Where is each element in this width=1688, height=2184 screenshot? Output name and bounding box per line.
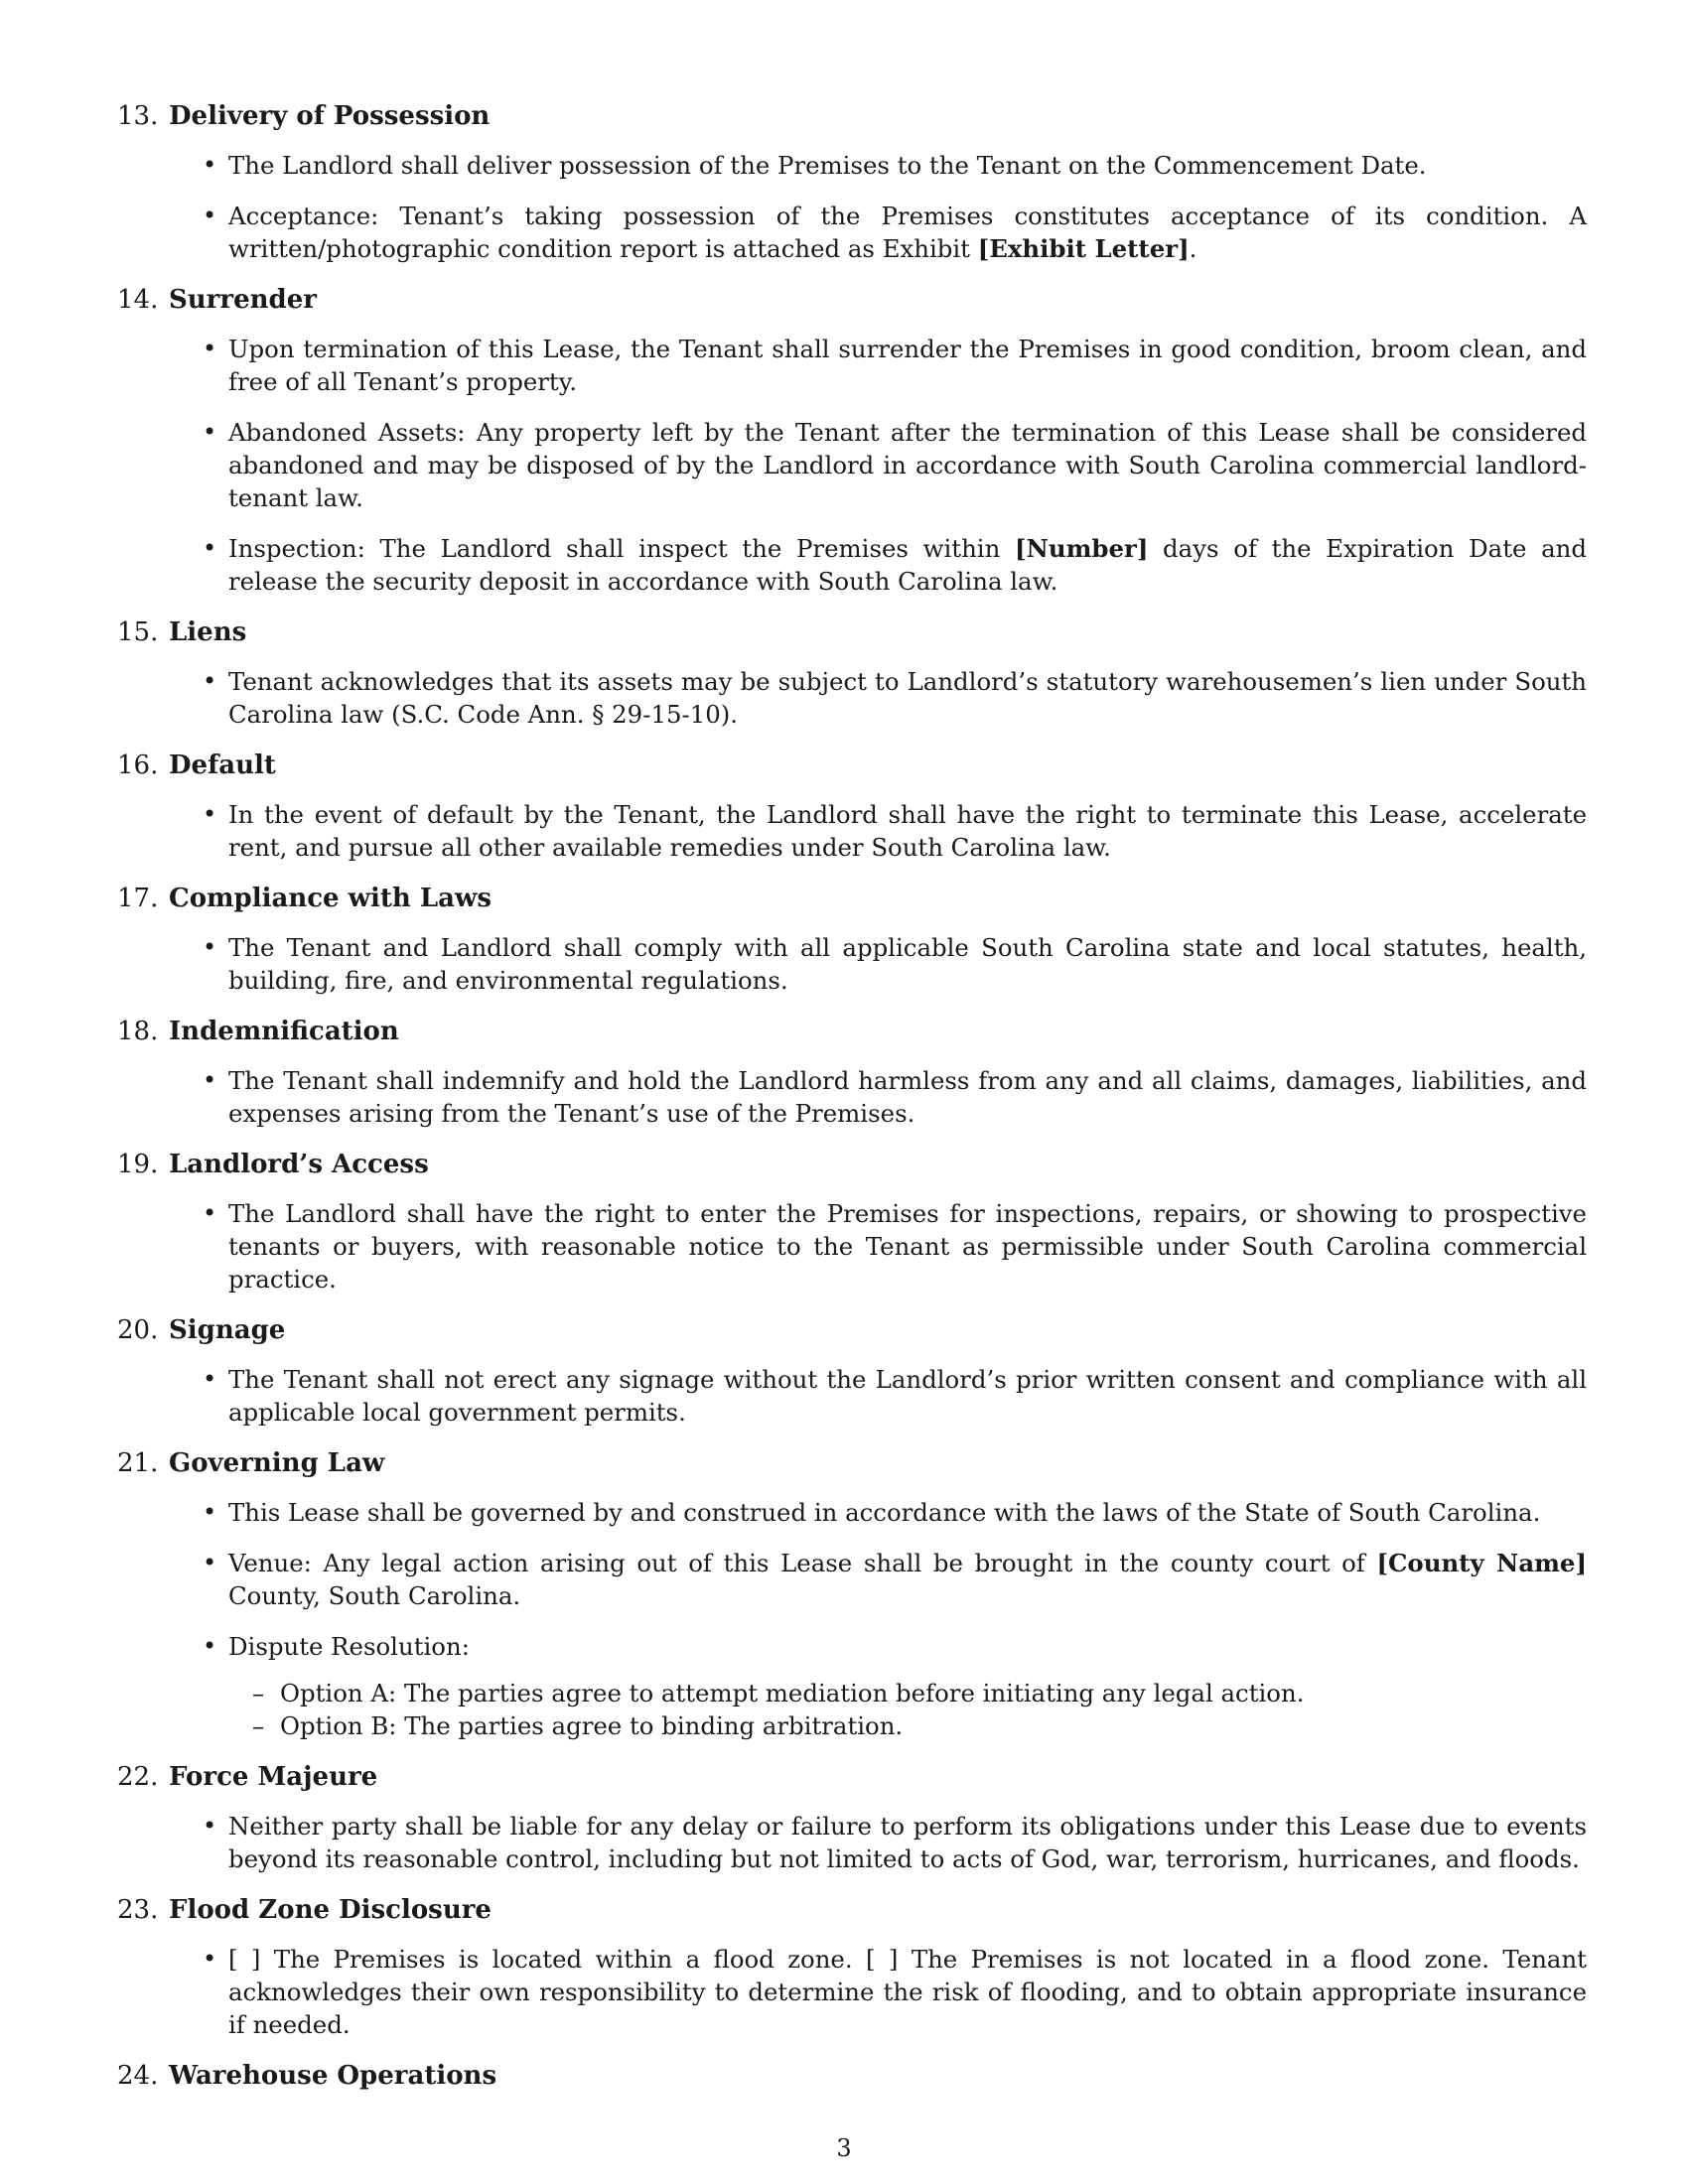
item-text: The Tenant shall not erect any signage without the Landlord’s prior written consent and compliance with all applicable local government permits. (228, 1365, 1587, 1427)
list-item (203, 1363, 1587, 1429)
list-item (203, 798, 1587, 864)
section-title: Flood Zone Disclosure (169, 1895, 492, 1925)
bullet-icon: • (203, 667, 217, 695)
item-text: County, South Carolina. (228, 1581, 521, 1610)
item-text: Venue: Any legal action arising out of this Lease shall be brought in the county court of (228, 1549, 1377, 1577)
item-text: Neither party shall be liable for any delay or failure to perform its obligations under this Lease due to events beyond its reasonable control, including but not limited to acts of God, war, terrorism, hurricanes, and floods. (228, 1812, 1587, 1873)
bullet-icon: • (203, 800, 217, 828)
section-items (117, 1810, 1587, 1875)
list-item (203, 1064, 1587, 1130)
section-heading (117, 615, 1587, 649)
section-number: 20. (117, 1315, 159, 1345)
section-23 (117, 1893, 1587, 2041)
list-item (203, 665, 1587, 731)
sub-list-item (252, 1677, 1587, 1709)
placeholder-field: [County Name] (1376, 1549, 1587, 1577)
item-text: In the event of default by the Tenant, the Landlord shall have the right to terminate this Lease, accelerate rent, and pursue all other available remedies under South Carolina law. (228, 800, 1587, 862)
list-item (203, 1943, 1587, 2041)
section-title: Liens (169, 617, 247, 647)
section-heading (117, 749, 1587, 782)
section-items (117, 1064, 1587, 1130)
item-text: Dispute Resolution: (228, 1632, 470, 1661)
section-13 (117, 99, 1587, 265)
placeholder-field: [Exhibit Letter] (977, 234, 1190, 263)
item-text: The Tenant shall indemnify and hold the Landlord harmless from any and all claims, damages, liabilities, and expenses arising from the Tenant’s use of the Premises. (228, 1066, 1587, 1128)
list-item (203, 1630, 1587, 1742)
section-heading (117, 99, 1587, 133)
bullet-icon: • (203, 1812, 217, 1840)
section-number: 15. (117, 617, 159, 647)
section-number: 23. (117, 1895, 159, 1925)
section-heading (117, 283, 1587, 317)
list-item (203, 1197, 1587, 1296)
lease-sections (117, 99, 1587, 2109)
section-title: Landlord’s Access (169, 1150, 429, 1179)
section-title: Compliance with Laws (169, 884, 492, 913)
section-title: Force Majeure (169, 1762, 378, 1792)
list-item (203, 532, 1587, 598)
section-heading (117, 1015, 1587, 1048)
section-heading (117, 1446, 1587, 1480)
section-items (117, 1363, 1587, 1429)
item-text: The Landlord shall have the right to enter the Premises for inspections, repairs, or showing to prospective tenants or buyers, with reasonable notice to the Tenant as permissible under South Carolina commercial practice. (228, 1199, 1587, 1294)
section-number: 19. (117, 1150, 159, 1179)
section-21 (117, 1446, 1587, 1742)
section-number: 13. (117, 101, 159, 131)
section-20 (117, 1313, 1587, 1429)
section-22 (117, 1760, 1587, 1875)
item-text: Inspection: The Landlord shall inspect the Premises within (228, 534, 1016, 563)
section-number: 16. (117, 751, 159, 780)
dash-icon: – (252, 1679, 265, 1707)
section-title: Surrender (169, 285, 317, 315)
section-title: Default (169, 751, 276, 780)
section-items (117, 1943, 1587, 2041)
section-items (117, 1496, 1587, 1742)
section-heading (117, 882, 1587, 915)
section-number: 21. (117, 1448, 159, 1478)
section-18 (117, 1015, 1587, 1130)
page-number: 3 (836, 2134, 852, 2162)
section-15 (117, 615, 1587, 731)
list-item (203, 200, 1587, 265)
item-text: Abandoned Assets: Any property left by the Tenant after the termination of this Lease shall be considered abandoned and may be disposed of by the Landlord in accordance with South Carolina commercial landlord-tenant law. (228, 418, 1587, 512)
list-item (203, 1496, 1587, 1529)
section-title: Delivery of Possession (169, 101, 491, 131)
item-text: Tenant acknowledges that its assets may be subject to Landlord’s statutory warehousemen’s lien under South Carolina law (S.C. Code Ann. § 29-15-10). (228, 667, 1587, 729)
section-17 (117, 882, 1587, 997)
item-text: The Tenant and Landlord shall comply with all applicable South Carolina state and local statutes, health, building, fire, and environmental regulations. (228, 933, 1587, 995)
item-text: The Landlord shall deliver possession of the Premises to the Tenant on the Commencement Date. (228, 151, 1427, 180)
section-title: Warehouse Operations (169, 2061, 497, 2091)
bullet-icon: • (203, 335, 217, 362)
item-text: Upon termination of this Lease, the Tenant shall surrender the Premises in good condition, broom clean, and free of all Tenant’s property. (228, 335, 1587, 396)
section-number: 24. (117, 2061, 159, 2091)
bullet-icon: • (203, 1199, 217, 1227)
bullet-icon: • (203, 1945, 217, 1973)
item-text: . (1189, 234, 1197, 263)
section-number: 18. (117, 1017, 159, 1046)
section-number: 14. (117, 285, 159, 315)
section-16 (117, 749, 1587, 864)
bullet-icon: • (203, 1365, 217, 1393)
section-24 (117, 2059, 1587, 2093)
list-item (203, 1810, 1587, 1875)
sub-list-item (252, 1709, 1587, 1742)
section-title: Governing Law (169, 1448, 385, 1478)
section-items (117, 149, 1587, 265)
section-heading (117, 2059, 1587, 2093)
section-title: Indemnification (169, 1017, 399, 1046)
item-text: This Lease shall be governed by and construed in accordance with the laws of the State of South Carolina. (228, 1498, 1541, 1527)
section-items (117, 798, 1587, 864)
list-item (203, 416, 1587, 514)
dash-icon: – (252, 1711, 265, 1740)
section-items (117, 931, 1587, 997)
item-text: [ ] The Premises is located within a flood zone. [ ] The Premises is not located in a flood zone. Tenant acknowledges their own responsibility to determine the risk of flooding, and to obtain appropriate insurance if needed. (228, 1945, 1587, 2039)
bullet-icon: • (203, 1632, 217, 1660)
sub-list (228, 1677, 1587, 1742)
bullet-icon: • (203, 418, 217, 446)
placeholder-field: [Number] (1015, 534, 1149, 563)
section-items (117, 1197, 1587, 1296)
item-text: Acceptance: Tenant’s taking possession of the Premises constitutes acceptance of its condition. A written/photographic condition report is attached as Exhibit (228, 202, 1587, 263)
section-number: 22. (117, 1762, 159, 1792)
bullet-icon: • (203, 933, 217, 961)
list-item (203, 333, 1587, 398)
section-heading (117, 1893, 1587, 1927)
bullet-icon: • (203, 151, 217, 179)
section-items (117, 665, 1587, 731)
bullet-icon: • (203, 202, 217, 229)
sub-item-text: Option B: The parties agree to binding arbitration. (280, 1711, 904, 1740)
bullet-icon: • (203, 1498, 217, 1526)
bullet-icon: • (203, 1549, 217, 1576)
section-title: Signage (169, 1315, 286, 1345)
list-item (203, 931, 1587, 997)
section-heading (117, 1313, 1587, 1347)
section-heading (117, 1760, 1587, 1794)
item-text: days of the Expiration Date and release the security deposit in accordance with South Carolina law. (228, 534, 1587, 596)
section-14 (117, 283, 1587, 598)
section-19 (117, 1148, 1587, 1296)
list-item (203, 149, 1587, 182)
list-item (203, 1547, 1587, 1612)
sub-item-text: Option A: The parties agree to attempt mediation before initiating any legal action. (280, 1679, 1305, 1707)
section-items (117, 333, 1587, 598)
section-number: 17. (117, 884, 159, 913)
bullet-icon: • (203, 534, 217, 562)
bullet-icon: • (203, 1066, 217, 1094)
section-heading (117, 1148, 1587, 1181)
